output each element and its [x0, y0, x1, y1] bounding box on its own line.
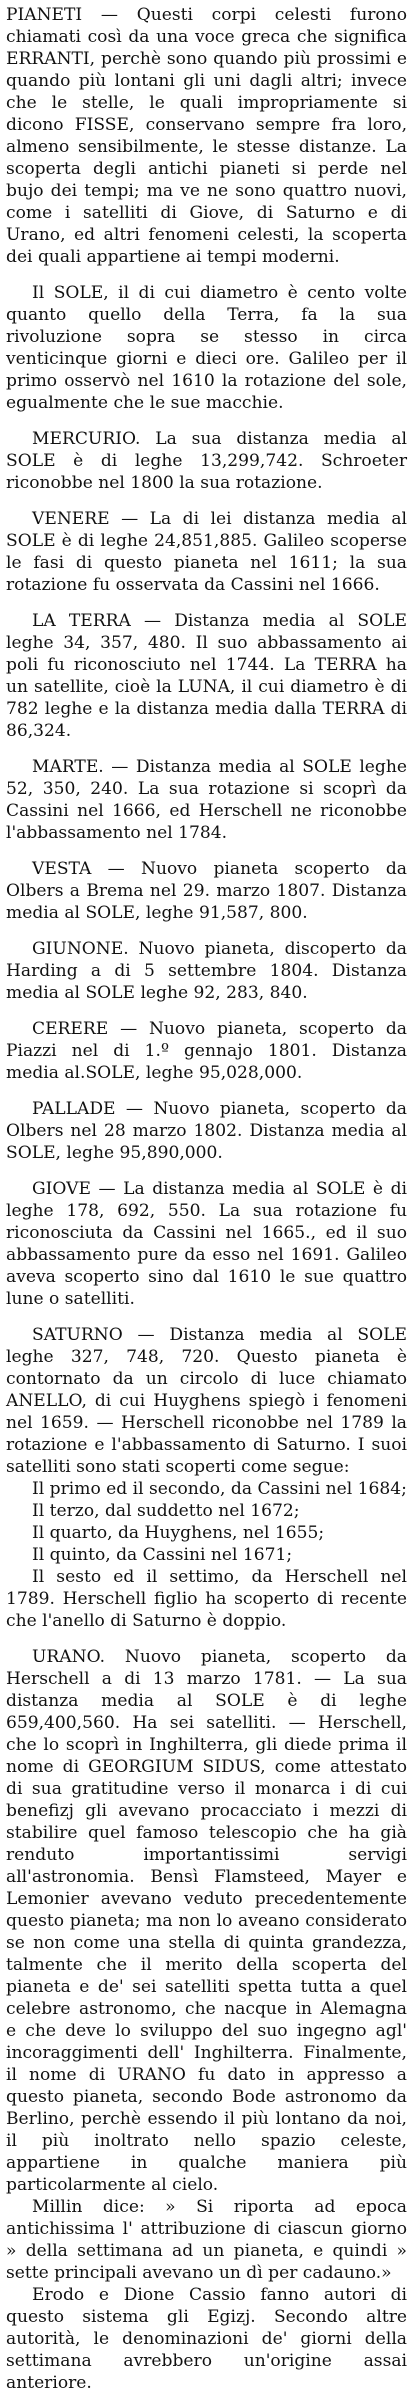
paragraph-saturno: SATURNO — Distanza media al SOLE leghe 327, 748, 720. Questo pianeta è contornato da un circolo di luce chiamato ANELLO, di cui Huyghens spiegò i fenomeni nel 1659. — Herschell riconobbe nel 1789 la rotazione e l'abbassamento di Saturno. I suoi satelliti sono stati scoperti come segue:	[6, 1325, 407, 1477]
paragraph-venere: VENERE — La di lei distanza media al SOLE è di leghe 24,851,885. Galileo scoperse le fasi di questo pianeta nel 1611; la sua rotazione fu osservata da Cassini nel 1666.	[6, 509, 407, 595]
paragraph-saturno-sat-5: Il sesto ed il settimo, da Herschell nel 1789. Herschell figlio ha scoperto di recente che l'anello di Saturno è doppio.	[6, 1567, 407, 1631]
paragraph-millin: Millin dice: » Si riporta ad epoca antichissima l' attribuzione di ciascun giorno » della settimana ad un pianeta, e quindi » sette principali avevano un dì per cadauno.»	[6, 2197, 407, 2283]
paragraph-erodo: Erodo e Dione Cassio fanno autori di questo sistema gli Egizj. Secondo altre autorità, le denominazioni de' giorni della settimana avrebbero un'origine assai anteriore.	[6, 2285, 407, 2393]
paragraph-giunone: GIUNONE. Nuovo pianeta, discoperto da Harding a di 5 settembre 1804. Distanza media al SOLE leghe 92, 283, 840.	[6, 939, 407, 1003]
paragraph-saturno-sat-2: Il terzo, dal suddetto nel 1672;	[32, 1501, 300, 1521]
paragraph-urano: URANO. Nuovo pianeta, scoperto da Herschell a di 13 marzo 1781. — La sua distanza media al SOLE è di leghe 659,400,560. Ha sei satelliti. — Herschell, che lo scoprì in Inghilterra, gli diede prima il nome di GEORGIUM SIDUS, come attestato di sua gratitudine verso il monarca i di cui benefizj gli avevano procacciato i mezzi di stabilire quel famoso telescopio che ha già renduto importantissimi servigi all'astronomia. Bensì Flamsteed, Mayer e Lemonier avevano veduto precedentemente questo pianeta; ma non lo aveano considerato se non come una stella di quinta grandezza, talmente che il merito della scoperta del pianeta e de' sei satelliti spetta tutta a quel celebre astronomo, che nacque in Alemagna e che deve lo sviluppo del suo ingegno agl' incoraggimenti dell' Inghilterra. Finalmente, il nome di URANO fu dato in appresso a questo pianeta, secondo Bode astronomo da Berlino, perchè essendo il più lontano da noi, il più inoltrato nello spazio celeste, appartiene in qualche maniera più particolarmente al cielo.	[6, 1647, 407, 2195]
paragraph-pianeti-intro: PIANETI — Questi corpi celesti furono chiamati così da una voce greca che significa ERRANTI, perchè sono quando più prossimi e quando più lontani gli uni dagli altri; invece che le stelle, le quali impropriamente si dicono FISSE, conservano sempre fra loro, almeno sensibilmente, le stesse distanze. La scoperta degli antichi pianeti si perde nel bujo dei tempi; ma ve ne sono quattro nuovi, come i satelliti di Giove, di Saturno e di Urano, ed altri fenomeni celesti, la scoperta dei quali appartiene ai tempi moderni.	[6, 5, 407, 267]
paragraph-saturno-sat-1: Il primo ed il secondo, da Cassini nel 1684;	[32, 1479, 407, 1499]
paragraph-vesta: VESTA — Nuovo pianeta scoperto da Olbers a Brema nel 29. marzo 1807. Distanza media al SOLE, leghe 91,587, 800.	[6, 859, 407, 923]
paragraph-saturno-sat-3: Il quarto, da Huyghens, nel 1655;	[32, 1523, 325, 1543]
paragraph-terra: LA TERRA — Distanza media al SOLE leghe 34, 357, 480. Il suo abbassamento ai poli fu riconosciuto nel 1744. La TERRA ha un satellite, cioè la LUNA, il cui diametro è di 782 leghe e la distanza media dalla TERRA di 86,324.	[6, 611, 407, 741]
paragraph-sole: Il SOLE, il di cui diametro è cento volte quanto quello della Terra, fa la sua rivoluzione sopra se stesso in circa venticinque giorni e dieci ore. Galileo per il primo osservò nel 1610 la rotazione del sole, egualmente che le sue macchie.	[6, 283, 407, 413]
paragraph-saturno-sat-4: Il quinto, da Cassini nel 1671;	[32, 1545, 293, 1565]
paragraph-pallade: PALLADE — Nuovo pianeta, scoperto da Olbers nel 28 marzo 1802. Distanza media al SOLE, leghe 95,890,000.	[6, 1099, 407, 1163]
paragraph-marte: MARTE. — Distanza media al SOLE leghe 52, 350, 240. La sua rotazione si scoprì da Cassini nel 1666, ed Herschell ne riconobbe l'abbassamento nel 1784.	[6, 757, 407, 843]
paragraph-cerere: CERERE — Nuovo pianeta, scoperto da Piazzi nel di 1.º gennajo 1801. Distanza media al.SOLE, leghe 95,028,000.	[6, 1019, 407, 1083]
paragraph-giove: GIOVE — La distanza media al SOLE è di leghe 178, 692, 550. La sua rotazione fu riconosciuta da Cassini nel 1665., ed il suo abbassamento pure da esso nel 1691. Galileo aveva scoperto sino dal 1610 le sue quattro lune o satelliti.	[6, 1179, 407, 1309]
paragraph-mercurio: MERCURIO. La sua distanza media al SOLE è di leghe 13,299,742. Schroeter riconobbe nel 1800 la sua rotazione.	[6, 429, 407, 493]
